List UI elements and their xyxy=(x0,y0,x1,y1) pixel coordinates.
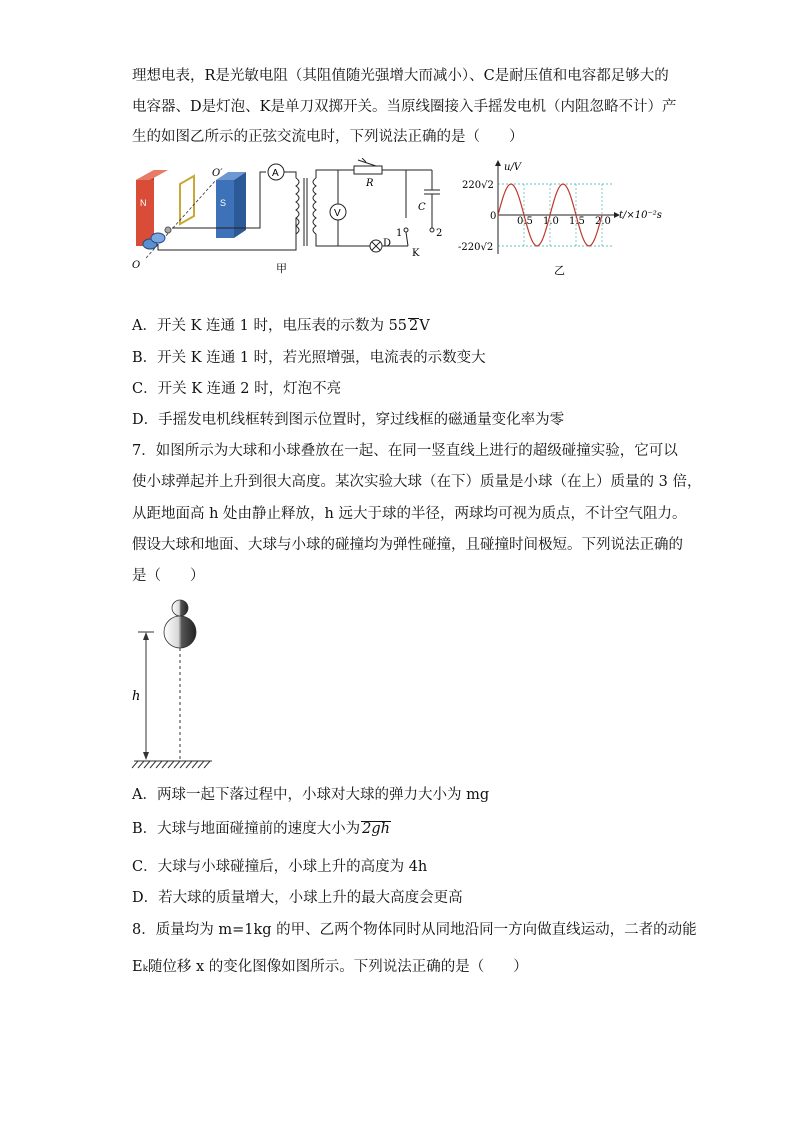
label-o-prime: O′ xyxy=(212,168,223,179)
magnet-s-label: S xyxy=(220,198,227,208)
q8-line-2: Eₖ随位移 x 的变化图像如图所示。下列说法正确的是（ ） xyxy=(132,959,528,975)
coil-frame xyxy=(180,176,194,224)
q7-option-a[interactable]: A．两球一起下落过程中，小球对大球的弹力大小为 mg xyxy=(132,787,490,803)
q7-line-3: 从距地面高 h 处由静止释放，h 远大于球的半径，两球均可视为质点，不计空气阻力。 xyxy=(132,506,687,522)
data-point xyxy=(575,214,576,215)
data-point xyxy=(510,183,511,184)
x-tick-label: 0.5 xyxy=(517,216,533,227)
data-point xyxy=(588,245,589,246)
q7-option-b[interactable] xyxy=(132,819,391,839)
q7-option-b-sqrt: 2gh xyxy=(362,821,391,837)
small-ball xyxy=(172,600,188,616)
x-tick-label: 2.0 xyxy=(595,216,611,227)
x-axis-label: t/×10⁻²s xyxy=(619,210,662,221)
q7-line-2: 使小球弹起并上升到很大高度。某次实验大球（在下）质量是小球（在上）质量的 3 倍， xyxy=(132,474,702,490)
q8-line-1: 8．质量均为 m=1kg 的甲、乙两个物体同时从同地沿同一方向做直线运动，二者的动能 xyxy=(132,922,697,938)
switch-pos-2: 2 xyxy=(436,228,443,239)
data-point xyxy=(497,214,498,215)
data-point xyxy=(549,214,550,215)
q7-line-4: 假设大球和地面、大球与小球的碰撞均为弹性碰撞，且碰撞时间极短。下列说法正确的 xyxy=(132,537,683,553)
q6-option-b[interactable]: B．开关 K 连通 1 时，若光照增强，电流表的示数变大 xyxy=(132,350,486,366)
magnet-n-label: N xyxy=(140,198,147,208)
switch-label: K xyxy=(412,248,420,259)
q6-option-a[interactable] xyxy=(132,316,430,336)
q6-option-c[interactable]: C．开关 K 连通 2 时，灯泡不亮 xyxy=(132,381,342,397)
q6-intro-line-2: 电容器、D是灯泡、K是单刀双掷开关。当原线圈接入手摇发电机（内阻忽略不计）产 xyxy=(132,99,677,115)
q7-option-b-text: B．大球与地面碰撞前的速度大小为 xyxy=(132,821,361,837)
capacitor-label: C xyxy=(418,202,426,213)
figure-jia-circuit xyxy=(128,158,458,280)
lamp-label: D xyxy=(383,238,392,249)
figure-yi-sine-chart xyxy=(456,158,678,280)
figure-jia-caption: 甲 xyxy=(276,262,287,275)
voltmeter-label: V xyxy=(334,208,341,219)
q6-intro-line-1: 理想电表，R是光敏电阻（其阻值随光强增大而减小）、C是耐压值和电容都足够大的 xyxy=(132,68,669,84)
y-tick-bottom: -220√2 xyxy=(458,242,494,253)
resistor-label: R xyxy=(366,178,374,189)
switch-pos-1: 1 xyxy=(396,228,403,239)
q7-line-5: 是（ ） xyxy=(132,568,205,584)
y-tick-zero: 0 xyxy=(490,211,497,222)
q7-option-c[interactable]: C．大球与小球碰撞后，小球上升的高度为 4h xyxy=(132,859,428,875)
q6-option-d[interactable]: D．手摇发电机线框转到图示位置时，穿过线框的磁通量变化率为零 xyxy=(132,412,565,428)
q6-option-a-text: A．开关 K 连通 1 时，电压表的示数为 55 xyxy=(132,318,408,334)
figure-yi-caption: 乙 xyxy=(554,264,565,277)
q6-option-a-sqrt: 2 xyxy=(409,318,419,334)
y-tick-top: 220√2 xyxy=(462,180,494,191)
q6-intro-line-3: 生的如图乙所示的正弦交流电时，下列说法正确的是（ ） xyxy=(132,129,524,145)
q7-line-1: 7．如图所示为大球和小球叠放在一起、在同一竖直线上进行的超级碰撞实验，它可以 xyxy=(132,443,678,459)
y-axis-label: u/V xyxy=(504,162,522,173)
q6-option-a-unit: V xyxy=(419,318,430,334)
x-tick-label: 1.5 xyxy=(569,216,585,227)
x-tick-label: 1.0 xyxy=(543,216,559,227)
data-point xyxy=(562,183,563,184)
big-ball xyxy=(164,616,196,648)
data-point xyxy=(523,214,524,215)
data-point xyxy=(536,245,537,246)
q7-option-d[interactable]: D．若大球的质量增大，小球上升的最大高度会更高 xyxy=(132,890,463,906)
ammeter-label: A xyxy=(272,168,279,179)
data-point xyxy=(601,214,602,215)
height-label: h xyxy=(132,689,141,704)
figure-stacked-balls xyxy=(130,596,220,774)
label-o: O xyxy=(132,260,141,271)
